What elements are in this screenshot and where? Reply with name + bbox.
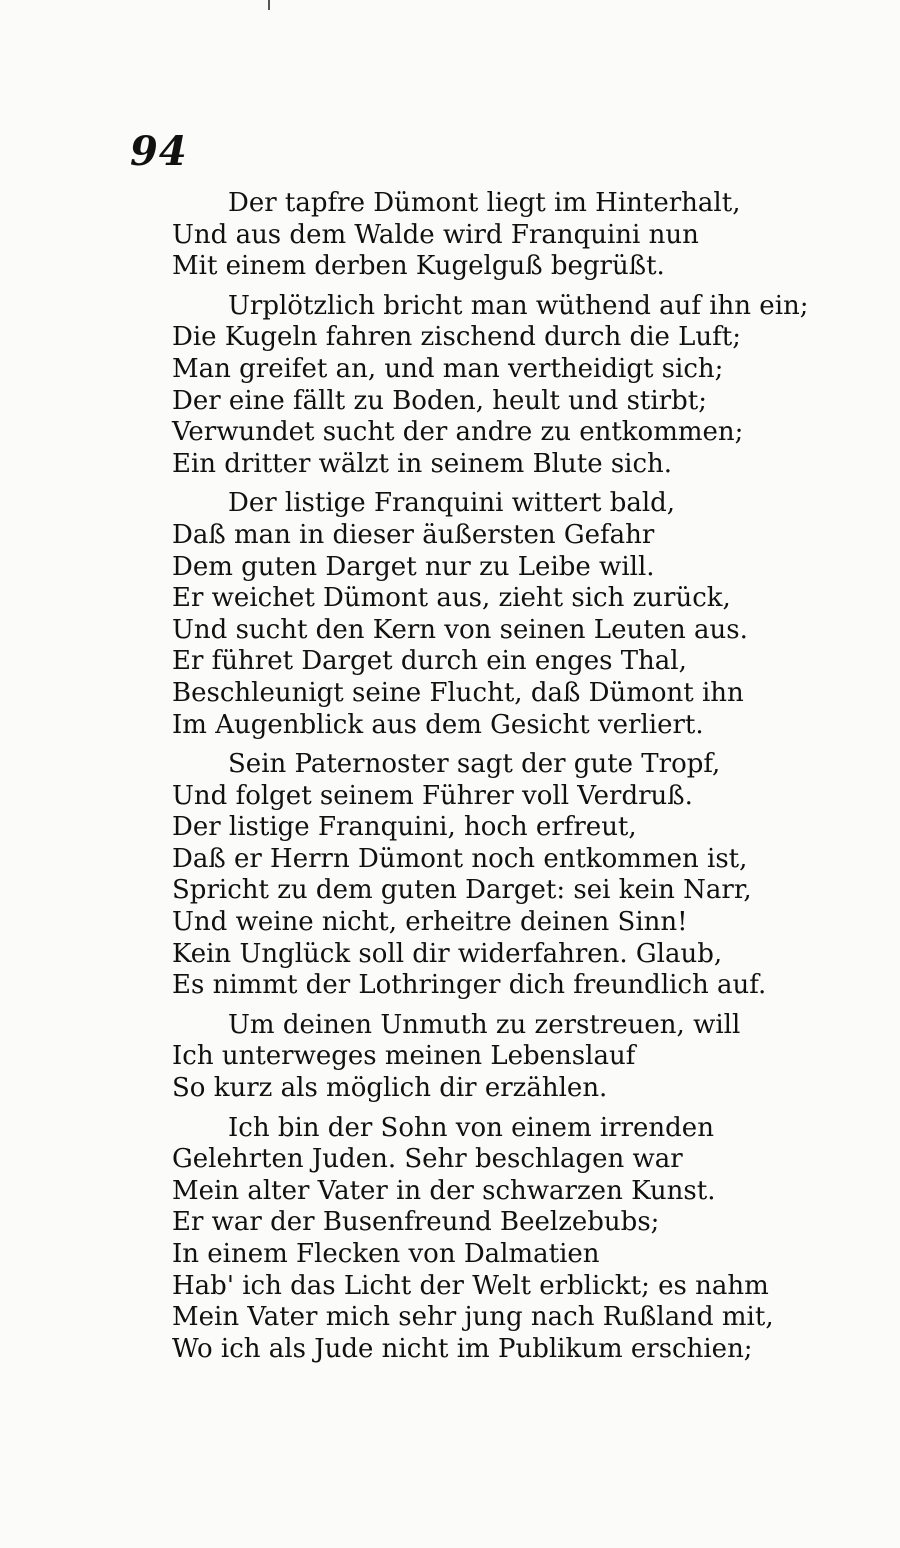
verse-line: Um deinen Unmuth zu zerstreuen, will bbox=[228, 1009, 741, 1040]
poem-text bbox=[172, 188, 809, 1373]
verse-line: Mit einem derben Kugelguß begrüßt. bbox=[172, 251, 665, 282]
verse-line: Man greifet an, und man vertheidigt sich; bbox=[172, 353, 724, 384]
verse-line: Kein Unglück soll dir widerfahren. Glaub, bbox=[172, 938, 723, 969]
page-edge-mark bbox=[268, 0, 270, 10]
verse-line: Und aus dem Walde wird Franquini nun bbox=[172, 219, 699, 250]
verse-line: In einem Flecken von Dalmatien bbox=[172, 1239, 600, 1269]
stanza bbox=[172, 290, 809, 481]
verse-line: Mein alter Vater in der schwarzen Kunst. bbox=[172, 1175, 716, 1206]
verse-line: Der listige Franquini, hoch erfreut, bbox=[172, 812, 637, 843]
verse-line: Die Kugeln fahren zischend durch die Luft; bbox=[172, 322, 742, 353]
verse-line: Und weine nicht, erheitre deinen Sinn! bbox=[172, 907, 688, 938]
verse-line: Er führet Darget durch ein enges Thal, bbox=[172, 646, 687, 677]
stanza bbox=[172, 749, 772, 1002]
verse-line: Spricht zu dem guten Darget: sei kein Narr, bbox=[172, 875, 752, 906]
verse-line: Sein Paternoster sagt der gute Tropf, bbox=[228, 749, 721, 780]
verse-line: Er war der Busenfreund Beelzebubs; bbox=[172, 1207, 660, 1238]
verse-line: Und sucht den Kern von seinen Leuten aus. bbox=[172, 614, 748, 645]
verse-line: Es nimmt der Lothringer dich freundlich auf. bbox=[172, 970, 767, 1001]
verse-line: Dem guten Darget nur zu Leibe will. bbox=[172, 551, 655, 582]
verse-line: Im Augenblick aus dem Gesicht verliert. bbox=[172, 709, 704, 740]
verse-line: Der listige Franquini wittert bald, bbox=[228, 488, 676, 519]
verse-line: Ich bin der Sohn von einem irrenden bbox=[228, 1112, 714, 1143]
stanza bbox=[172, 488, 772, 741]
verse-line: Der eine fällt zu Boden, heult und stirbt; bbox=[172, 385, 707, 416]
verse-line: Ich unterweges meinen Lebenslauf bbox=[172, 1041, 636, 1072]
verse-line: Gelehrten Juden. Sehr beschlagen war bbox=[172, 1144, 683, 1175]
verse-line: Beschleunigt seine Flucht, daß Dümont ihn bbox=[172, 677, 744, 708]
stanza bbox=[172, 1010, 772, 1105]
stanza bbox=[172, 1113, 772, 1366]
page-number: 94 bbox=[130, 128, 188, 175]
verse-line: Ein dritter wälzt in seinem Blute sich. bbox=[172, 448, 673, 479]
verse-line: Der tapfre Dümont liegt im Hinterhalt, bbox=[228, 188, 741, 218]
verse-line: Daß er Herrn Dümont noch entkommen ist, bbox=[172, 843, 748, 874]
verse-line: Hab' ich das Licht der Welt erblickt; es nahm bbox=[172, 1270, 769, 1301]
verse-line: Wo ich als Jude nicht im Publikum erschien; bbox=[172, 1333, 753, 1364]
verse-line: Er weichet Dümont aus, zieht sich zurück, bbox=[172, 583, 731, 614]
verse-line: Daß man in dieser äußersten Gefahr bbox=[172, 519, 655, 550]
verse-line: Und folget seinem Führer voll Verdruß. bbox=[172, 780, 693, 811]
verse-line: Urplötzlich bricht man wüthend auf ihn ein; bbox=[228, 290, 809, 321]
stanza bbox=[172, 188, 772, 283]
verse-line: So kurz als möglich dir erzählen. bbox=[172, 1073, 608, 1104]
verse-line: Verwundet sucht der andre zu entkommen; bbox=[172, 417, 744, 448]
verse-line: Mein Vater mich sehr jung nach Rußland mit, bbox=[172, 1302, 774, 1333]
